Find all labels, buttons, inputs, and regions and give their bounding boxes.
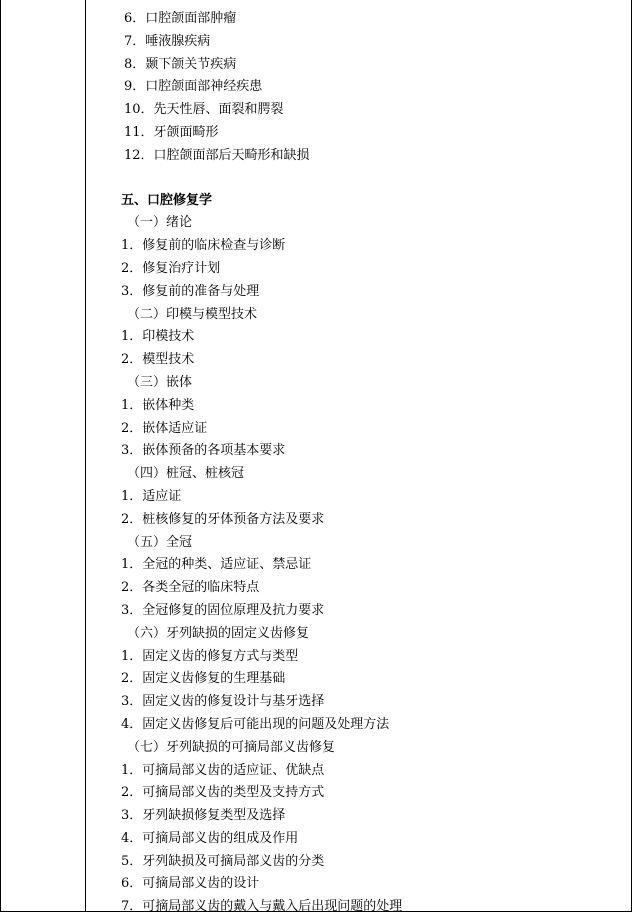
subsection-title: （五）全冠 bbox=[127, 534, 193, 550]
list-item: 9．口腔颌面部神经疾患 bbox=[124, 79, 263, 95]
list-item: 1．修复前的临床检查与诊断 bbox=[121, 238, 286, 254]
section-spacer bbox=[121, 168, 621, 190]
section-title: 五、口腔修复学 bbox=[121, 192, 213, 208]
list-item: 2．桩核修复的牙体预备方法及要求 bbox=[121, 511, 325, 527]
subsection-title: （七）牙列缺损的可摘局部义齿修复 bbox=[127, 739, 336, 755]
list-item: 3．牙列缺损修复类型及选择 bbox=[121, 808, 286, 824]
list-item: 8．颞下颌关节疾病 bbox=[124, 56, 237, 72]
list-item: 1．固定义齿的修复方式与类型 bbox=[121, 648, 299, 664]
column-divider bbox=[85, 0, 86, 912]
list-item: 2．修复治疗计划 bbox=[121, 260, 221, 276]
list-item: 3．全冠修复的固位原理及抗力要求 bbox=[121, 602, 325, 618]
list-item: 6．可摘局部义齿的设计 bbox=[121, 876, 260, 892]
list-item: 7．唾液腺疾病 bbox=[124, 33, 211, 49]
list-item: 3．固定义齿的修复设计与基牙选择 bbox=[121, 694, 325, 710]
subsection-title: （一）绪论 bbox=[127, 215, 193, 231]
list-item: 6．口腔颌面部肿瘤 bbox=[124, 11, 237, 26]
list-item: 11．牙颌面畸形 bbox=[124, 124, 219, 140]
list-item: 10．先天性唇、面裂和腭裂 bbox=[124, 102, 284, 118]
list-item: 2．可摘局部义齿的类型及支持方式 bbox=[121, 785, 325, 801]
list-item: 1．全冠的种类、适应证、禁忌证 bbox=[121, 557, 312, 573]
list-item: 3．修复前的准备与处理 bbox=[121, 283, 260, 299]
syllabus-content bbox=[121, 8, 621, 919]
list-item: 2．各类全冠的临床特点 bbox=[121, 580, 260, 596]
list-item: 2．模型技术 bbox=[121, 352, 195, 368]
list-item: 7．可摘局部义齿的戴入与戴入后出现问题的处理 bbox=[121, 899, 403, 915]
list-item: 4．固定义齿修复后可能出现的问题及处理方法 bbox=[121, 716, 390, 732]
list-item: 3．嵌体预备的各项基本要求 bbox=[121, 443, 286, 459]
subsection-title: （二）印模与模型技术 bbox=[127, 306, 258, 322]
list-item: 1．嵌体种类 bbox=[121, 397, 195, 413]
subsection-title: （六）牙列缺损的固定义齿修复 bbox=[127, 625, 310, 641]
list-item: 2．嵌体适应证 bbox=[121, 420, 208, 436]
list-item: 2．固定义齿修复的生理基础 bbox=[121, 671, 286, 687]
list-item: 12．口腔颌面部后天畸形和缺损 bbox=[124, 147, 310, 163]
list-item: 1．印模技术 bbox=[121, 329, 195, 345]
list-item: 5．牙列缺损及可摘局部义齿的分类 bbox=[121, 853, 325, 869]
list-item: 1．可摘局部义齿的适应证、优缺点 bbox=[121, 762, 325, 778]
subsection-title: （三）嵌体 bbox=[127, 374, 193, 390]
list-item: 4．可摘局部义齿的组成及作用 bbox=[121, 830, 299, 846]
subsection-title: （四）桩冠、桩核冠 bbox=[127, 466, 245, 482]
list-item: 1．适应证 bbox=[121, 488, 182, 504]
